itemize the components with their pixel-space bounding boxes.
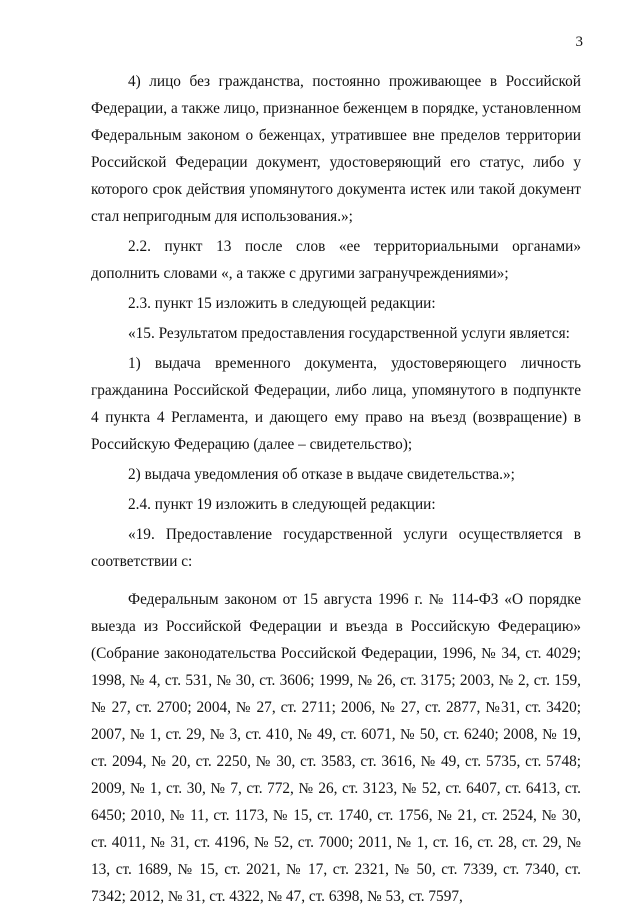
paragraph-item-4: 4) лицо без гражданства, постоянно проживающее в Российской Федерации, а также лицо, признанное беженцем в порядке, установленном Федеральным законом о беженцах, утратившее вне пределов территории Российской Федерации документ, удостоверяющий его статус, либо у которого срок действия упомянутого документа истек или такой документ стал непригодным для использования.»; xyxy=(91,73,581,225)
paragraph-clause-19: «19. Предоставление государственной услуги осуществляется в соответствии с: xyxy=(91,526,581,570)
document-body xyxy=(91,68,581,910)
paragraph-clause-15: «15. Результатом предоставления государственной услуги является: xyxy=(128,325,570,342)
paragraph-clause-15-item-1: 1) выдача временного документа, удостоверяющего личность гражданина Российской Федерации, либо лица, упомянутого в подпункте 4 пункта 4 Регламента, и дающего ему право на въезд (возвращение) в Российскую Федерацию (далее – свидетельство); xyxy=(91,355,581,453)
paragraph-2-3: 2.3. пункт 15 изложить в следующей редакции: xyxy=(128,295,436,312)
page-number: 3 xyxy=(575,34,583,50)
paragraph-federal-law-114: Федеральным законом от 15 августа 1996 г. № 114-ФЗ «О порядке выезда из Российской Федерации и въезда в Российскую Федерацию» (Собрание законодательства Российской Федерации, 1996, № 34, ст. 4029; 1998, № 4, ст. 531, № 30, ст. 3606; 1999, № 26, ст. 3175; 2003, № 2, ст. 159, № 27, ст. 2700; 2004, № 27, ст. 2711; 2006, № 27, ст. 2877, №31, ст. 3420; 2007, № 1, ст. 29, № 3, ст. 410, № 49, ст. 6071, № 50, ст. 6240; 2008, № 19, ст. 2094, № 20, ст. 2250, № 30, ст. 3583, ст. 3616, № 49, ст. 5735, ст. 5748; 2009, № 1, ст. 30, № 7, ст. 772, № 26, ст. 3123, № 52, ст. 6407, ст. 6413, ст. 6450; 2010, № 11, ст. 1173, № 15, ст. 1740, ст. 1756, № 21, ст. 2524, № 30, ст. 4011, № 31, ст. 4196, № 52, ст. 7000; 2011, № 1, ст. 16, ст. 28, ст. 29, № 13, ст. 1689, № 15, ст. 2021, № 17, ст. 2321, № 50, ст. 7339, ст. 7340, ст. 7342; 2012, № 31, ст. 4322, № 47, ст. 6398, № 53, ст. 7597, xyxy=(91,591,581,905)
paragraph-2-4: 2.4. пункт 19 изложить в следующей редакции: xyxy=(128,496,436,513)
paragraph-clause-15-item-2: 2) выдача уведомления об отказе в выдаче свидетельства.»; xyxy=(128,466,515,483)
paragraph-2-2: 2.2. пункт 13 после слов «ее территориальными органами» дополнить словами «, а также с другими загранучреждениями»; xyxy=(91,238,581,282)
